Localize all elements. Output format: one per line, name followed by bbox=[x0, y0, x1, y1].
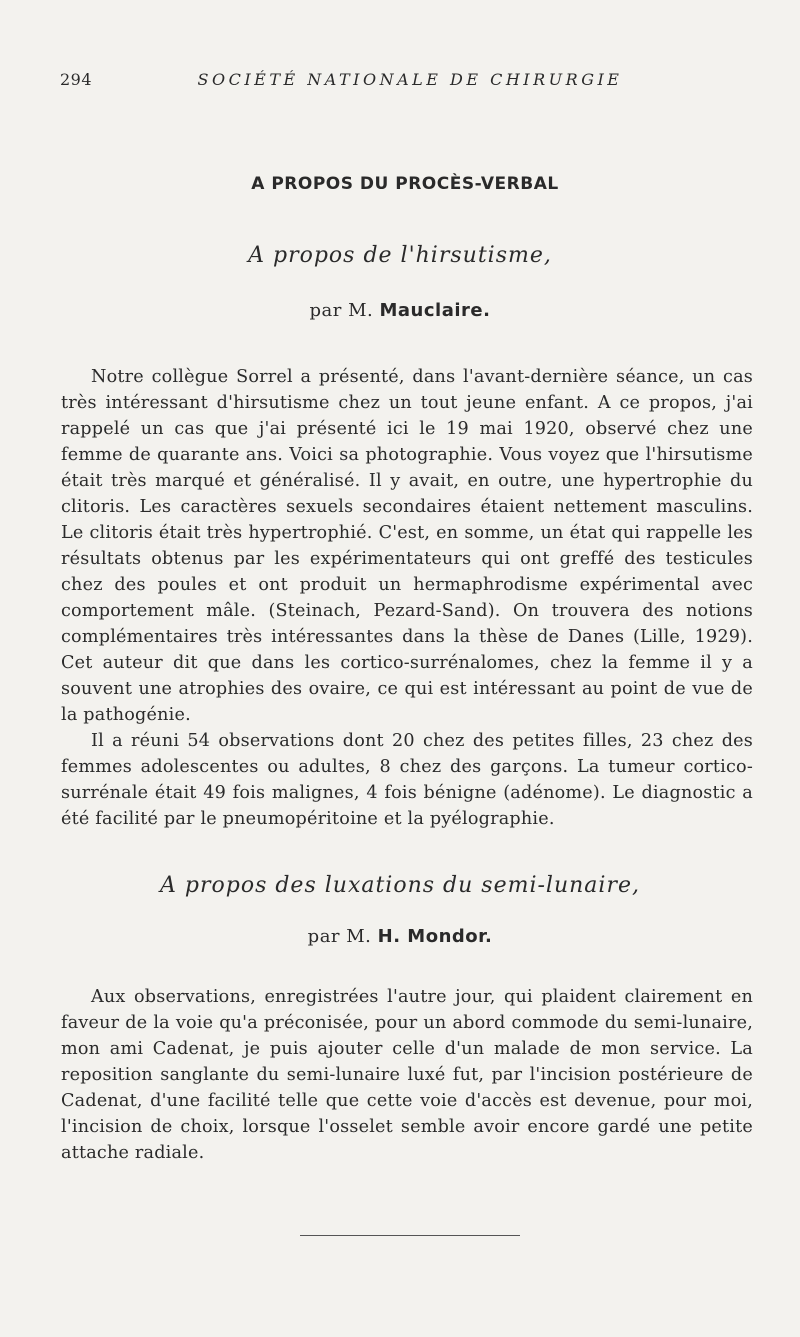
paragraph: Aux observations, enregistrées l'autre jour, qui plaident clairement en faveur de la voie qu'a préconisée, pour un abord commode du semi-lunaire, mon ami Cadenat, je puis ajouter celle d'un malade de mon service. La reposition sanglante du semi-lunaire luxé fut, par l'incision postérieure de Cadenat, d'une facilité telle que cette voie d'accès est devenue, pour moi, l'incision de choix, lorsque l'osselet semble avoir encore gardé une petite attache radiale. bbox=[61, 987, 753, 1163]
article-title-hirsutisme: A propos de l'hirsutisme, bbox=[248, 243, 552, 268]
paragraph: Il a réuni 54 observations dont 20 chez des petites filles, 23 chez des femmes adolescentes ou adultes, 8 chez des garçons. La tumeur cortico-surrénale était 49 fois malignes, 4 fois bénigne (adénome). Le diagnostic a été facilité par le pneumopéritoine et la pyélographie. bbox=[61, 731, 753, 829]
article-body-hirsutisme bbox=[61, 364, 753, 832]
byline-mauclaire bbox=[0, 300, 800, 321]
author-name: H. Mondor. bbox=[377, 926, 493, 947]
article-title-semi-lunaire: A propos des luxations du semi-lunaire, bbox=[160, 873, 640, 898]
running-title: SOCIÉTÉ NATIONALE DE CHIRURGIE bbox=[197, 70, 623, 89]
paragraph: Notre collègue Sorrel a présenté, dans l'avant-dernière séance, un cas très intéressant d'hirsutisme chez un tout jeune enfant. A ce propos, j'ai rappelé un cas que j'ai présenté ici le 19 mai 1920, observé chez une femme de quarante ans. Voici sa photographie. Vous voyez que l'hirsutisme était très marqué et généralisé. Il y avait, en outre, une hypertrophie du clitoris. Les caractères sexuels secondaires étaient nettement masculins. Le clitoris était très hypertrophié. C'est, en somme, un état qui rappelle les résultats obtenus par les expérimentateurs qui ont greffé des testicules chez des poules et ont produit un hermaphrodisme expérimental avec comportement mâle. (Steinach, Pezard-Sand). On trouvera des notions complémentaires très intéressantes dans la thèse de Danes (Lille, 1929). Cet auteur dit que dans les cortico-surrénalomes, chez la femme il y a souvent une atrophies des ovaire, ce qui est intéressant au point de vue de la pathogénie. bbox=[61, 367, 753, 725]
byline-mondor bbox=[0, 926, 800, 947]
page-number: 294 bbox=[60, 70, 93, 89]
section-heading: A PROPOS DU PROCÈS-VERBAL bbox=[251, 174, 559, 194]
closing-rule bbox=[300, 1235, 520, 1236]
byline-prefix: par M. bbox=[307, 926, 372, 947]
byline-prefix: par M. bbox=[309, 300, 374, 321]
article-body-semi-lunaire bbox=[61, 984, 753, 1166]
author-name: Mauclaire. bbox=[379, 300, 491, 321]
